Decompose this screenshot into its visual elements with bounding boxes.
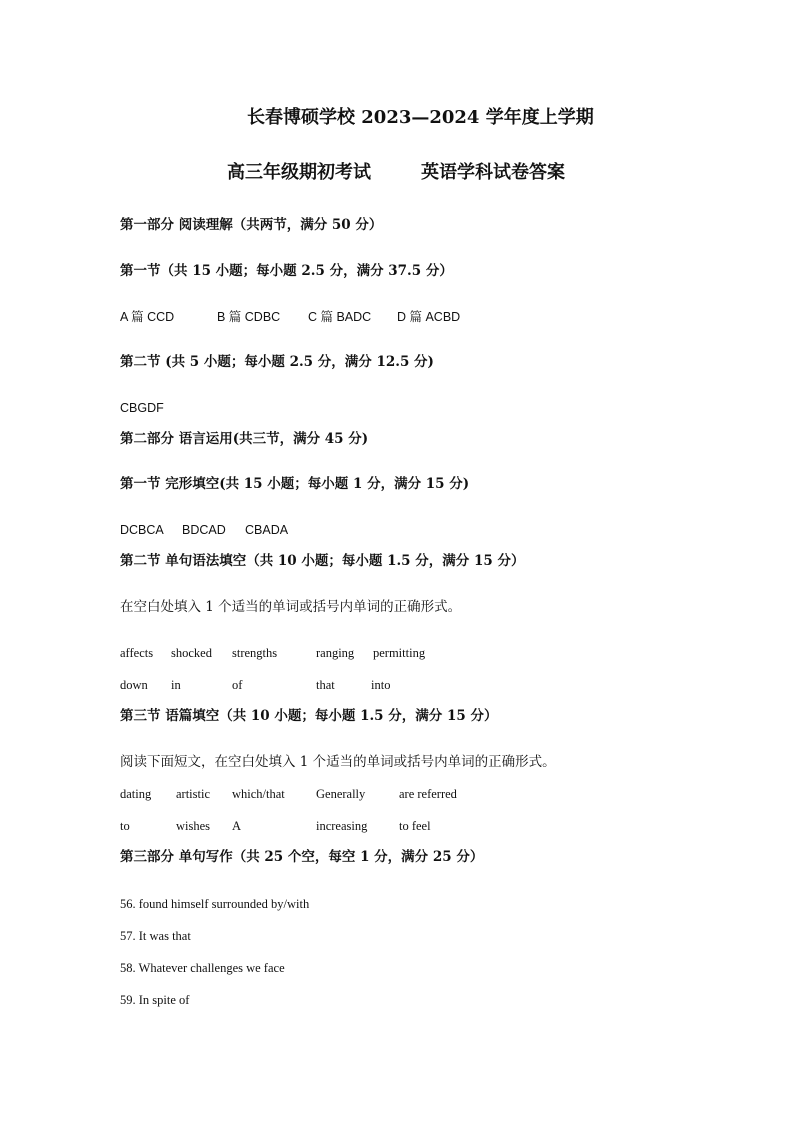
passage-answer: A bbox=[232, 819, 242, 833]
part2-section2-heading: 第二节 单句语法填空（共 10 小题；每小题 1.5 分，满分 15 分） bbox=[120, 553, 525, 569]
grammar-answer: in bbox=[171, 678, 181, 692]
passage-answer: wishes bbox=[176, 819, 211, 833]
writing-answer-56: 56. found himself surrounded by/with bbox=[120, 897, 310, 911]
exam-name: 高三年级期初考试 bbox=[227, 162, 371, 183]
part1-section2-answer: CBGDF bbox=[120, 401, 164, 415]
grammar-answer: strengths bbox=[232, 646, 278, 660]
grammar-answer: down bbox=[120, 678, 148, 692]
grammar-answer: into bbox=[371, 678, 391, 692]
part2-section2-instruction: 在空白处填入 1 个适当的单词或括号内单词的正确形式。 bbox=[120, 599, 462, 615]
passage-answer: which/that bbox=[232, 787, 285, 801]
grammar-answer: of bbox=[232, 678, 243, 692]
part1-section2-heading: 第二节 (共 5 小题；每小题 2.5 分，满分 12.5 分) bbox=[120, 354, 434, 370]
answer-passage-a: A 篇 CCD bbox=[120, 310, 175, 324]
passage-answer: increasing bbox=[316, 819, 368, 833]
passage-answer: Generally bbox=[316, 787, 366, 801]
cloze-answers-group3: CBADA bbox=[245, 523, 289, 537]
answer-passage-b: B 篇 CDBC bbox=[217, 310, 281, 324]
part2-section1-heading: 第一节 完形填空(共 15 小题；每小题 1 分，满分 15 分) bbox=[120, 476, 470, 492]
grammar-answer: ranging bbox=[316, 646, 355, 660]
part2-heading: 第二部分 语言运用(共三节，满分 45 分) bbox=[120, 431, 369, 447]
answer-passage-c: C 篇 BADC bbox=[308, 310, 372, 324]
part1-section1-heading: 第一节（共 15 小题；每小题 2.5 分，满分 37.5 分） bbox=[120, 263, 453, 279]
part2-section3-instruction: 阅读下面短文，在空白处填入 1 个适当的单词或括号内单词的正确形式。 bbox=[120, 754, 556, 770]
passage-answer: to feel bbox=[399, 819, 431, 833]
part3-heading: 第三部分 单句写作（共 25 个空，每空 1 分，满分 25 分） bbox=[120, 849, 484, 865]
writing-answer-57: 57. It was that bbox=[120, 929, 191, 943]
part2-section3-heading: 第三节 语篇填空（共 10 小题；每小题 1.5 分，满分 15 分） bbox=[120, 708, 498, 724]
passage-answer: dating bbox=[120, 787, 152, 801]
grammar-answer: that bbox=[316, 678, 335, 692]
passage-answer: artistic bbox=[176, 787, 211, 801]
grammar-answer: permitting bbox=[373, 646, 426, 660]
part1-heading: 第一部分 阅读理解（共两节，满分 50 分） bbox=[120, 217, 383, 233]
answer-passage-d: D 篇 ACBD bbox=[397, 310, 461, 324]
cloze-answers-group2: BDCAD bbox=[182, 523, 226, 537]
document-title: 长春博硕学校 2023—2024 学年度上学期 bbox=[247, 107, 594, 128]
cloze-answers-group1: DCBCA bbox=[120, 523, 164, 537]
grammar-answer: affects bbox=[120, 646, 154, 660]
subject-answer-title: 英语学科试卷答案 bbox=[421, 162, 565, 183]
writing-answer-59: 59. In spite of bbox=[120, 993, 190, 1007]
grammar-answer: shocked bbox=[171, 646, 212, 660]
passage-answer: to bbox=[120, 819, 130, 833]
passage-answer: are referred bbox=[399, 787, 457, 801]
writing-answer-58: 58. Whatever challenges we face bbox=[120, 961, 285, 975]
